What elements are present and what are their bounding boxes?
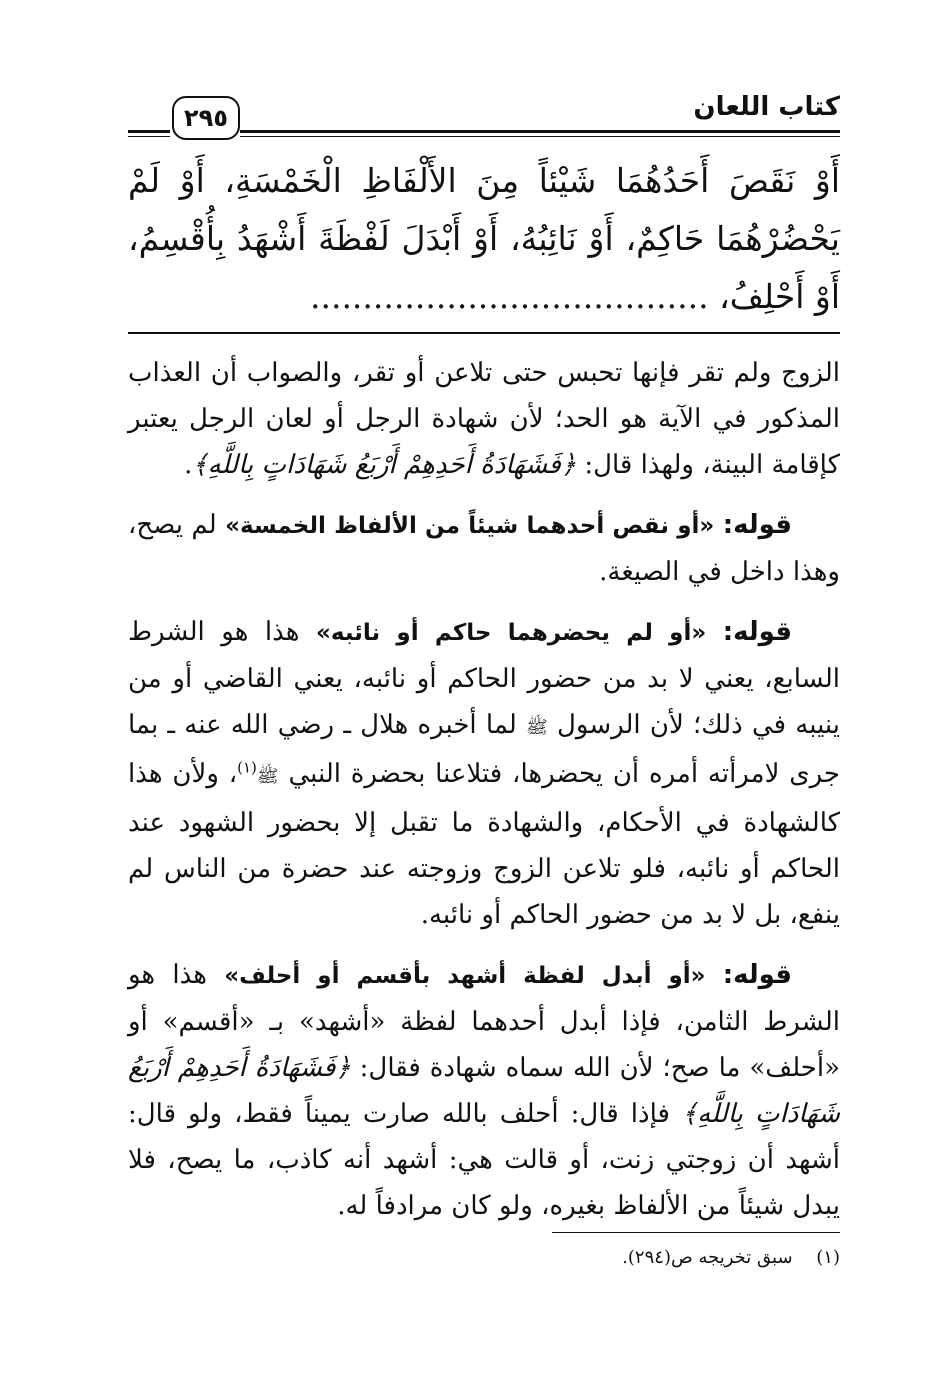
matn-separator	[128, 332, 840, 334]
commentary	[128, 350, 840, 1243]
header-rule-left-thin	[128, 136, 170, 137]
quran-verse: ﴿فَشَهَادَةُ أَحَدِهِمْ أَرْبَعُ شَهَادَاتٍ بِاللَّهِ﴾	[128, 1053, 840, 1129]
qawl-label: قوله:	[722, 510, 793, 540]
quoted-matn: «أو نقص أحدهما شيئاً من الألفاظ الخمسة»	[225, 513, 715, 539]
footnote-separator	[552, 1232, 840, 1233]
paragraph-text: لم يصح، وهذا داخل في الصيغة.	[128, 510, 840, 587]
header-rule-left-thick	[128, 130, 170, 133]
footnote-number: (١)	[816, 1247, 840, 1268]
salawat-glyph: ﷺ	[526, 717, 548, 738]
qawl-label: قوله:	[722, 617, 793, 647]
matn-text	[128, 152, 840, 326]
page-number: ٢٩٥	[172, 96, 240, 140]
footnote-ref[interactable]: (١)	[237, 758, 257, 777]
paragraph-text: لما أخبره هلال ـ رضي الله عنه ـ بما جرى لامرأته أمره أن يحضرها، فتلاعنا بحضرة النبي	[128, 710, 840, 789]
paragraph-text: ، ولأن هذا كالشهادة في الأحكام، والشهادة ما تقبل إلا بحضور الشهود عند الحاكم أو نائبه، فلو تلاعن الزوج وزوجته عند حضرة من الناس لم ينفع، بل لا بد من حضور الحاكم أو نائبه.	[128, 759, 840, 930]
salawat-glyph: ﷺ	[256, 766, 279, 787]
paragraph-text: الزوج ولم تقر فإنها تحبس حتى تلاعن أو تقر، والصواب أن العذاب المذكور في الآية هو الحد؛ لأن شهادة الرجل أو لعان الرجل يعتبر كإقامة البينة، ولهذا قال:	[128, 358, 840, 480]
quoted-matn: «أو لم يحضرهما حاكم أو نائبه»	[316, 620, 707, 646]
qawl-label: قوله:	[722, 960, 792, 990]
commentary-paragraph-3	[128, 609, 840, 938]
matn-paragraph	[128, 152, 840, 326]
paragraph-text: هذا هو الشرط الثامن، فإذا أبدل أحدهما لفظة «أشهد» بـ «أقسم» أو «أحلف» ما صح؛ لأن الله سماه شهادة فقال:	[128, 960, 841, 1083]
quoted-matn: «أو أبدل لفظة أشهد بأقسم أو أحلف»	[224, 963, 706, 989]
header-rule-thick	[240, 130, 840, 133]
footnote-text: سبق تخريجه ص(٢٩٤).	[622, 1247, 793, 1268]
footnote	[240, 1244, 840, 1272]
paragraph-text: هذا هو الشرط السابع، يعني لا بد من حضور الحاكم أو نائبه، يعني القاضي أو من ينيبه في ذلك؛ لأن الرسول	[128, 617, 841, 740]
commentary-paragraph-4	[128, 952, 840, 1229]
book-title: كتاب اللعان	[693, 92, 840, 122]
matn-sentence: أَوْ نَقَصَ أَحَدُهُمَا شَيْئاً مِنَ الأَلْفَاظِ الْخَمْسَةِ، أَوْ لَمْ يَحْضُرْهُمَا حَاكِمٌ، أَوْ نَائِبُهُ، أَوْ أَبْدَلَ لَفْظَةَ أَشْهَدُ بِأُقْسِمُ، أَوْ أَحْلِفُ،	[128, 161, 840, 316]
matn-dots: ......................................	[309, 277, 709, 316]
commentary-paragraph-2	[128, 502, 840, 595]
quran-verse: ﴿فَشَهَادَةُ أَحَدِهِمْ أَرْبَعُ شَهَادَاتٍ بِاللَّهِ﴾	[192, 450, 577, 480]
paragraph-text: فإذا قال: أحلف بالله صارت يميناً فقط، ولو قال: أشهد أن زوجتي زنت، أو قالت هي: أشهد أنه كاذب، ما يصح، فلا يبدل شيئاً من الألفاظ بغيره، ولو كان مرادفاً له.	[128, 1099, 840, 1221]
header-rule-thin	[240, 136, 840, 137]
commentary-paragraph-1	[128, 350, 840, 488]
page-header	[128, 88, 840, 144]
paragraph-end: .	[184, 450, 193, 480]
